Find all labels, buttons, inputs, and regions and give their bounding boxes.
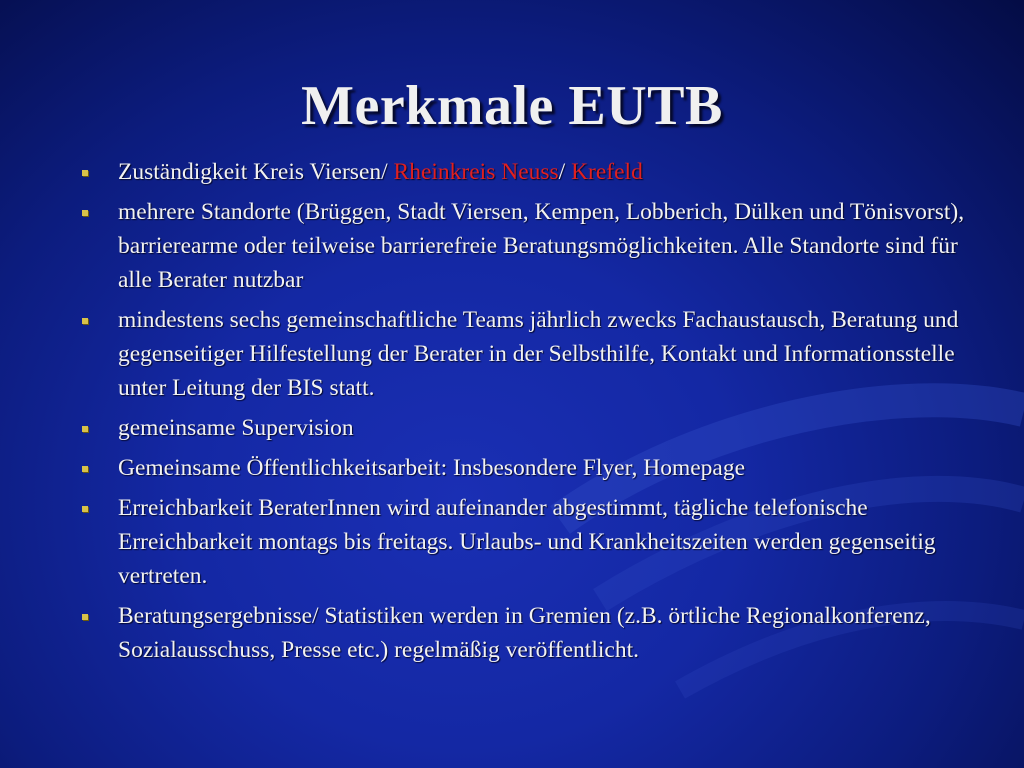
bullet-icon [82, 614, 88, 620]
slide-title: Merkmale EUTB [301, 75, 723, 137]
bullet-text: Erreichbarkeit BeraterInnen wird aufeinander abgestimmt, tägliche telefonische Erreichbarkeit montags bis freitags. Urlaubs- und Krankheitszeiten werden gegenseitig vertreten. [118, 495, 936, 589]
bullet-text: Beratungsergebnisse/ Statistiken werden in Gremien (z.B. örtliche Regionalkonferenz, Sozialausschuss, Presse etc.) regelmäßig veröffentlicht. [118, 603, 931, 663]
bullet-item-responsibility [80, 155, 970, 189]
bullet-text-separator: / [558, 159, 572, 185]
bullet-text: mindestens sechs gemeinschaftliche Teams jährlich zwecks Fachaustausch, Beratung und gegenseitiger Hilfestellung der Berater in der Selbsthilfe, Kontakt und Informationsstelle unter Leitung der BIS statt. [118, 307, 959, 401]
highlight-krefeld: Krefeld [571, 159, 643, 185]
bullet-item-results [80, 599, 970, 667]
bullet-item-teams [80, 303, 970, 405]
bullet-icon [82, 466, 88, 472]
bullet-icon [82, 506, 88, 512]
bullet-text: gemeinsame Supervision [118, 415, 354, 441]
highlight-rheinkreis-neuss: Rheinkreis Neuss [393, 159, 559, 185]
bullet-icon [82, 426, 88, 432]
bullet-item-public-relations [80, 451, 970, 485]
bullet-icon [82, 170, 88, 176]
bullet-item-supervision [80, 411, 970, 445]
bullet-item-availability [80, 491, 970, 593]
bullet-text: mehrere Standorte (Brüggen, Stadt Viersen, Kempen, Lobberich, Dülken und Tönisvorst), barrierearme oder teilweise barrierefreie Beratungsmöglichkeiten. Alle Standorte sind für alle Berater nutzbar [118, 199, 965, 293]
bullet-list [80, 155, 970, 673]
bullet-item-locations [80, 195, 970, 297]
bullet-icon [82, 318, 88, 324]
bullet-text-prefix: Zuständigkeit Kreis Viersen/ [118, 159, 394, 185]
bullet-icon [82, 210, 88, 216]
bullet-text: Gemeinsame Öffentlichkeitsarbeit: Insbesondere Flyer, Homepage [118, 455, 746, 481]
